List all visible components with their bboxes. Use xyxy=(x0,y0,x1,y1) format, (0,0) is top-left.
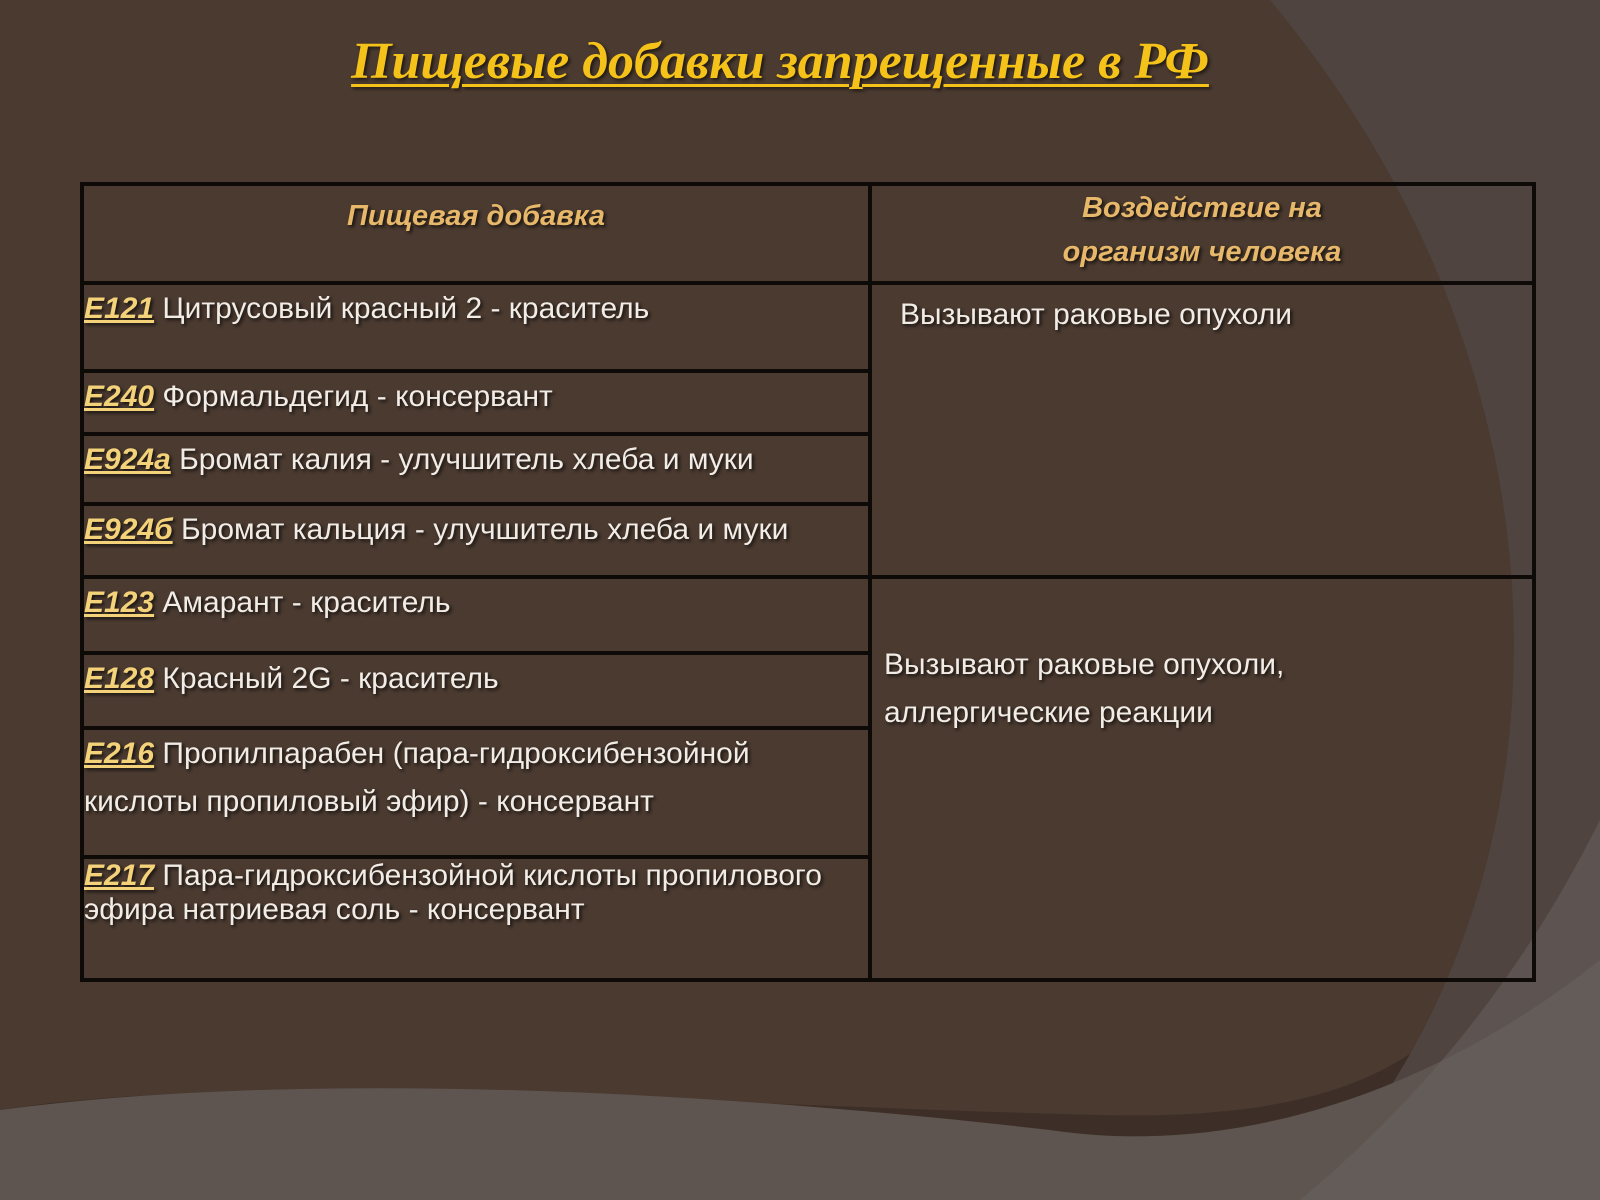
effect-cell-group2 xyxy=(870,577,1534,980)
additive-cell xyxy=(82,504,870,577)
additive-cell xyxy=(82,283,870,372)
table-row xyxy=(82,577,1534,654)
header-additive: Пищевая добавка xyxy=(82,184,870,283)
additive-description: Амарант - краситель xyxy=(154,585,451,619)
additive-cell xyxy=(82,434,870,505)
additive-description: Красный 2G - краситель xyxy=(154,662,499,696)
additive-code: E121 xyxy=(84,291,155,325)
additive-code: E924б xyxy=(84,513,173,547)
header-effect: Воздействие на организм человека xyxy=(870,184,1534,283)
additive-code: E924a xyxy=(84,442,171,476)
table-row xyxy=(82,283,1534,372)
additive-description: Пара-гидроксибензойной кислоты пропилового эфира натриевая соль - консервант xyxy=(84,859,822,926)
additive-cell xyxy=(82,577,870,654)
additive-cell xyxy=(82,728,870,857)
additive-description: Бромат кальция - улучшитель хлеба и муки xyxy=(172,513,789,547)
effect-cell-group1 xyxy=(870,283,1534,577)
page-title: Пищевые добавки запрещенные в РФ xyxy=(351,33,1209,90)
additive-code: E216 xyxy=(84,737,155,771)
table-header-row xyxy=(82,184,1534,283)
additive-description: Пропилпарабен (пара-гидроксибензойной кислоты пропиловый эфир) - консервант xyxy=(84,737,750,819)
additive-code: E128 xyxy=(84,662,155,696)
additive-code: E217 xyxy=(84,859,155,892)
additive-cell xyxy=(82,857,870,980)
additive-description: Цитрусовый красный 2 - краситель xyxy=(154,291,650,325)
additive-cell xyxy=(82,653,870,728)
additive-cell xyxy=(82,371,870,433)
additive-description: Бромат калия - улучшитель хлеба и муки xyxy=(170,442,754,476)
additive-description: Формальдегид - консервант xyxy=(154,380,553,414)
effect-text: Вызывают раковые опухоли xyxy=(900,297,1293,331)
additives-table xyxy=(80,182,1536,982)
effect-text: аллергические реакции xyxy=(884,695,1213,729)
effect-text: Вызывают раковые опухоли, xyxy=(884,647,1285,681)
additive-code: E240 xyxy=(84,380,155,414)
additive-code: E123 xyxy=(84,585,155,619)
